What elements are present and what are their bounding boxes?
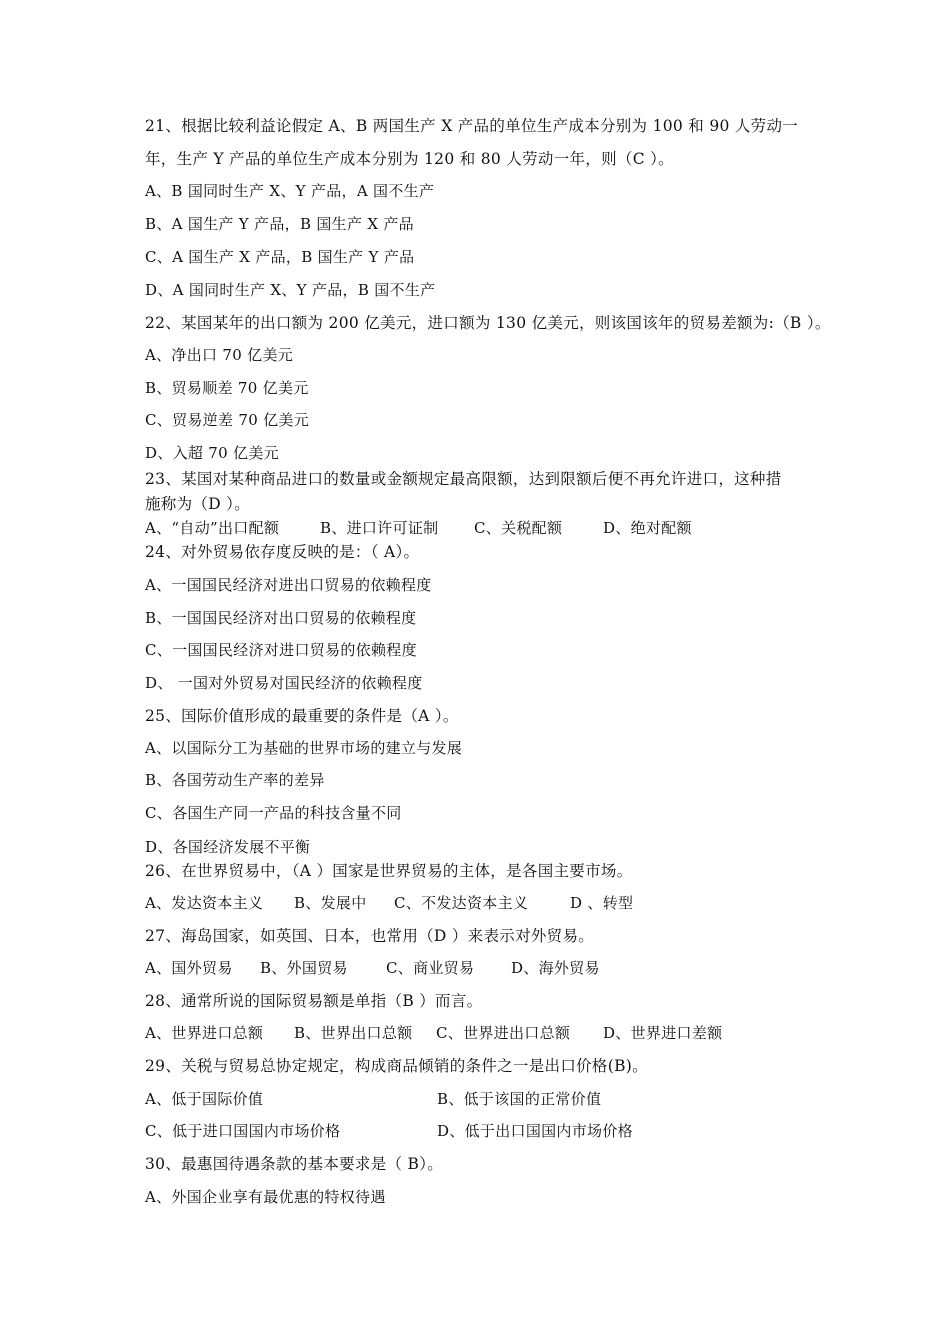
question-29-option-b: B、低于该国的正常价值	[437, 1090, 602, 1108]
question-29-option-a: A、低于国际价值	[145, 1090, 264, 1108]
question-28-text: 28、通常所说的国际贸易额是单指（B ）而言。	[145, 992, 483, 1010]
question-24-option-a: A、一国国民经济对进出口贸易的依赖程度	[145, 576, 432, 594]
question-24-option-b: B、一国国民经济对出口贸易的依赖程度	[145, 609, 417, 627]
question-21-option-d: D、A 国同时生产 X、Y 产品，B 国不生产	[145, 281, 436, 299]
question-23-option-d: D、绝对配额	[603, 519, 692, 537]
question-26-text: 26、在世界贸易中，（A ）国家是世界贸易的主体，是各国主要市场。	[145, 862, 633, 880]
question-24-option-d: D、 一国对外贸易对国民经济的依赖程度	[145, 674, 423, 692]
question-27-option-b: B、外国贸易	[260, 959, 348, 977]
question-21-option-b: B、A 国生产 Y 产品，B 国生产 X 产品	[145, 215, 414, 233]
question-22-text: 22、某国某年的出口额为 200 亿美元，进口额为 130 亿美元，则该国该年的贸易差额为:（B ）。	[145, 314, 831, 332]
question-28-option-b: B、世界出口总额	[294, 1024, 413, 1042]
question-25-option-a: A、以国际分工为基础的世界市场的建立与发展	[145, 739, 463, 757]
question-26-option-c: C、不发达资本主义	[394, 894, 529, 912]
question-27-option-d: D、海外贸易	[511, 959, 600, 977]
question-29-option-d: D、低于出口国国内市场价格	[437, 1122, 633, 1140]
question-23-option-c: C、关税配额	[474, 519, 563, 537]
question-23-text-cont: 施称为（D ）。	[145, 495, 251, 513]
question-22-option-b: B、贸易顺差 70 亿美元	[145, 379, 309, 397]
question-24-text: 24、对外贸易依存度反映的是：（ A）。	[145, 543, 420, 561]
question-23-option-b: B、进口许可证制	[320, 519, 439, 537]
question-25-option-d: D、各国经济发展不平衡	[145, 838, 311, 856]
question-25-option-c: C、各国生产同一产品的科技含量不同	[145, 804, 402, 822]
question-24-option-c: C、一国国民经济对进口贸易的依赖程度	[145, 641, 417, 659]
question-22-option-c: C、贸易逆差 70 亿美元	[145, 411, 310, 429]
question-29-text: 29、关税与贸易总协定规定，构成商品倾销的条件之一是出口价格(B)。	[145, 1057, 648, 1075]
question-27-option-a: A、国外贸易	[145, 959, 233, 977]
question-26-option-b: B、发展中	[294, 894, 367, 912]
question-25-option-b: B、各国劳动生产率的差异	[145, 771, 325, 789]
question-22-option-a: A、净出口 70 亿美元	[145, 346, 294, 364]
question-21-text: 21、根据比较利益论假定 A、B 两国生产 X 产品的单位生产成本分别为 100 和 90 人劳动一	[145, 117, 799, 135]
question-26-option-d: D 、转型	[570, 894, 634, 912]
question-28-option-d: D、世界进口差额	[603, 1024, 723, 1042]
question-27-option-c: C、商业贸易	[386, 959, 475, 977]
question-27-text: 27、海岛国家，如英国、日本，也常用（D ）来表示对外贸易。	[145, 927, 595, 945]
question-21-text-cont: 年，生产 Y 产品的单位生产成本分别为 120 和 80 人劳动一年，则（C ）。	[145, 150, 674, 168]
question-21-option-a: A、B 国同时生产 X、Y 产品，A 国不生产	[145, 182, 435, 200]
question-26-option-a: A、发达资本主义	[145, 894, 264, 912]
question-30-text: 30、最惠国待遇条款的基本要求是（ B）。	[145, 1155, 444, 1173]
question-23-option-a: A、“自动”出口配额	[145, 519, 280, 537]
question-21-option-c: C、A 国生产 X 产品，B 国生产 Y 产品	[145, 248, 415, 266]
question-23-text: 23、某国对某种商品进口的数量或金额规定最高限额，达到限额后便不再允许进口，这种措	[145, 470, 782, 488]
question-22-option-d: D、入超 70 亿美元	[145, 444, 279, 462]
question-30-option-a: A、外国企业享有最优惠的特权待遇	[145, 1188, 386, 1206]
question-25-text: 25、国际价值形成的最重要的条件是（A ）。	[145, 707, 459, 725]
question-28-option-a: A、世界进口总额	[145, 1024, 264, 1042]
question-29-option-c: C、低于进口国国内市场价格	[145, 1122, 341, 1140]
question-28-option-c: C、世界进出口总额	[436, 1024, 571, 1042]
